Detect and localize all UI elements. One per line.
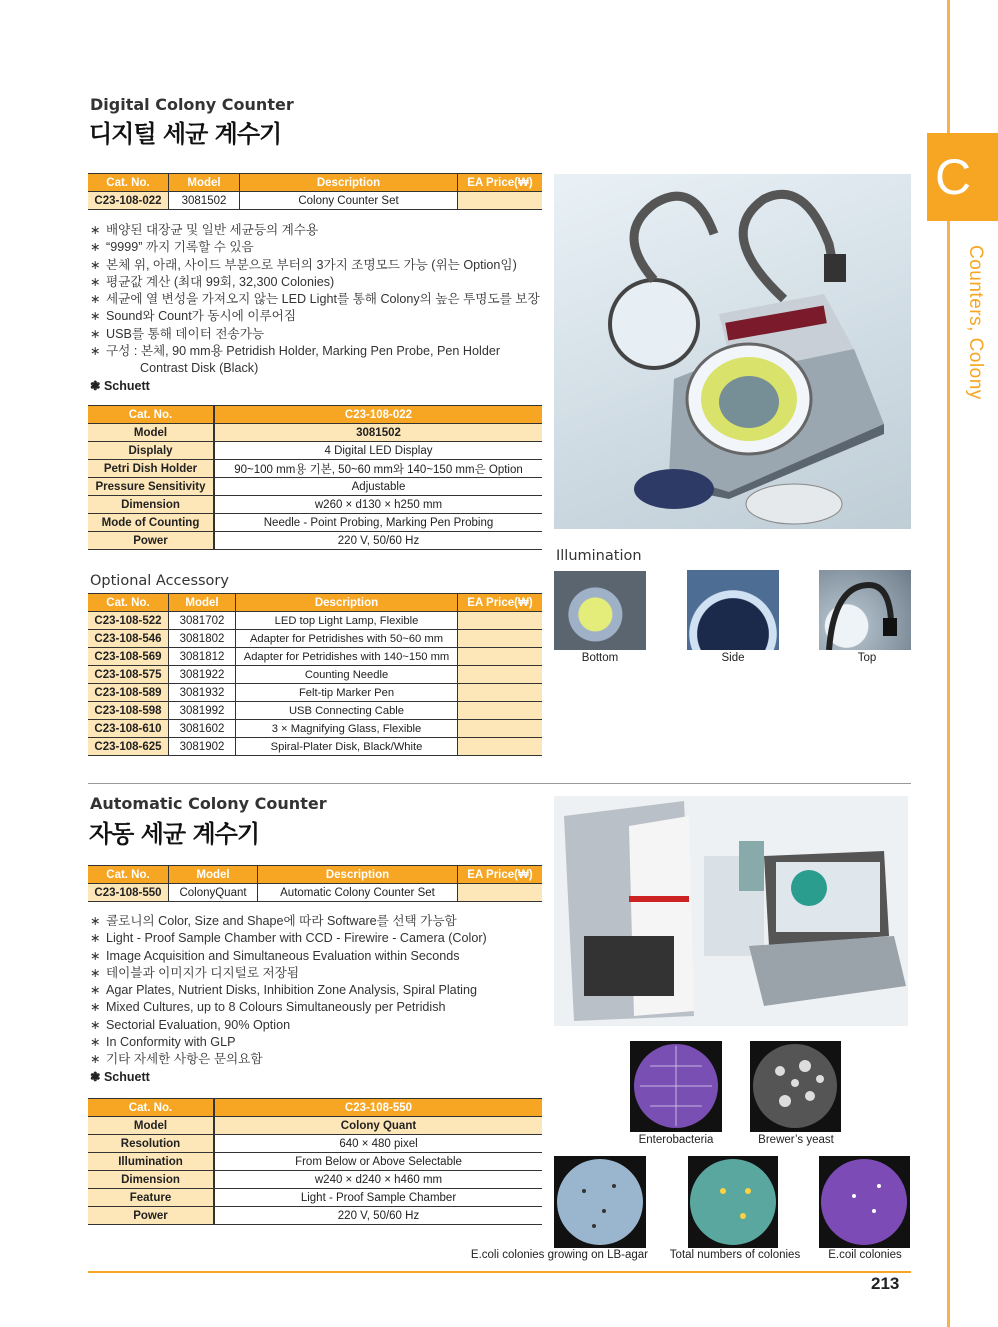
feature-text: 평균값 계산 (최대 99회, 32,300 Colonies) xyxy=(106,274,335,289)
spec-key: Model xyxy=(88,1117,214,1135)
accessory-title: Optional Accessory xyxy=(90,573,229,589)
spec-value: 90~100 mm용 기본, 50~60 mm와 140~150 mm은 Option xyxy=(214,460,542,478)
bullet-icon: ∗ xyxy=(90,931,101,946)
table-header-row xyxy=(88,866,542,884)
feature-item xyxy=(90,308,540,325)
spec-row xyxy=(88,460,542,478)
footer-rule xyxy=(88,1271,911,1273)
feature-text: USB를 통해 데이터 전송가능 xyxy=(106,326,265,341)
feature-item xyxy=(90,257,540,274)
model-cell: 3081602 xyxy=(169,720,236,738)
feature-item xyxy=(90,274,540,291)
bullet-icon: ∗ xyxy=(90,1000,101,1015)
cat-no-cell: C23-108-522 xyxy=(88,612,169,630)
description-cell: Automatic Colony Counter Set xyxy=(258,884,458,902)
section-letter: C xyxy=(935,149,972,205)
price-cell xyxy=(458,720,543,738)
table-row xyxy=(88,720,542,738)
spec-key: Power xyxy=(88,1207,214,1225)
caption-brewers-yeast: Brewer’s yeast xyxy=(758,1134,834,1146)
bullet-icon: ∗ xyxy=(90,223,101,237)
spec-row xyxy=(88,1171,542,1189)
table-row xyxy=(88,738,542,756)
digital-feature-list xyxy=(90,222,540,360)
table-row xyxy=(88,884,542,902)
feature-item xyxy=(90,965,487,982)
description-cell: Counting Needle xyxy=(236,666,458,684)
model-cell: 3081502 xyxy=(169,192,240,210)
table-row xyxy=(88,192,542,210)
illumination-bottom-photo xyxy=(554,571,646,650)
auto-order-table xyxy=(88,865,542,902)
feature-text: 구성 : 본체, 90 mm용 Petridish Holder, Marking Pen Probe, Pen Holder xyxy=(106,344,501,359)
spec-value: Colony Quant xyxy=(214,1117,542,1135)
illumination-title: Illumination xyxy=(556,548,642,564)
spec-row xyxy=(88,1189,542,1207)
caption-ecoli-lb-agar: E.coli colonies growing on LB-agar xyxy=(470,1249,648,1261)
model-cell: 3081702 xyxy=(169,612,236,630)
model-cell: 3081802 xyxy=(169,630,236,648)
spec-key: Cat. No. xyxy=(88,1099,214,1117)
spec-row xyxy=(88,442,542,460)
cat-no-cell: C23-108-022 xyxy=(88,192,169,210)
total-colonies-photo xyxy=(688,1156,778,1248)
spec-value: 220 V, 50/60 Hz xyxy=(214,1207,542,1225)
automatic-counter-photo xyxy=(554,796,908,1026)
spec-key: Feature xyxy=(88,1189,214,1207)
feature-text: Light - Proof Sample Chamber with CCD - Firewire - Camera (Color) xyxy=(106,931,487,946)
price-cell xyxy=(458,884,543,902)
table-header-row xyxy=(88,594,542,612)
digital-spec-table xyxy=(88,405,542,550)
price-cell xyxy=(458,702,543,720)
col-cat-no: Cat. No. xyxy=(88,866,169,884)
feature-continuation: Contrast Disk (Black) xyxy=(140,361,259,375)
spec-value: 3081502 xyxy=(214,424,542,442)
cat-no-cell: C23-108-546 xyxy=(88,630,169,648)
spec-row xyxy=(88,1153,542,1171)
spec-value: Light - Proof Sample Chamber xyxy=(214,1189,542,1207)
illumination-caption-top: Top xyxy=(857,652,877,664)
price-cell xyxy=(458,666,543,684)
feature-item xyxy=(90,982,487,999)
table-row xyxy=(88,684,542,702)
feature-item xyxy=(90,913,487,930)
spec-value: 640 × 480 pixel xyxy=(214,1135,542,1153)
feature-item xyxy=(90,326,540,343)
bullet-icon: ∗ xyxy=(90,326,101,341)
accessory-table xyxy=(88,593,542,756)
brand-mark-icon: ❃ xyxy=(90,1070,101,1084)
bullet-icon: ∗ xyxy=(90,344,101,359)
brand-label xyxy=(90,378,150,393)
cat-no-cell: C23-108-610 xyxy=(88,720,169,738)
bullet-icon: ∗ xyxy=(90,948,101,963)
digital-order-table xyxy=(88,173,542,210)
brand-name: Schuett xyxy=(103,379,150,393)
illumination-top-photo xyxy=(819,570,911,650)
spec-key: Dimension xyxy=(88,1171,214,1189)
brewers-yeast-photo xyxy=(750,1041,841,1132)
feature-text: 본체 위, 아래, 사이드 부분으로 부터의 3가지 조명모드 가능 (위는 Option임) xyxy=(106,257,517,272)
feature-item xyxy=(90,222,540,239)
col-model: Model xyxy=(169,866,258,884)
model-cell: 3081902 xyxy=(169,738,236,756)
digital-title-ko: 디지털 세균 계수기 xyxy=(89,120,282,148)
cat-no-cell: C23-108-550 xyxy=(88,884,169,902)
auto-feature-list xyxy=(90,913,487,1069)
ecoil-colonies-photo xyxy=(819,1156,910,1248)
section-divider xyxy=(88,783,911,784)
spec-row xyxy=(88,1135,542,1153)
feature-item xyxy=(90,999,487,1016)
description-cell: LED top Light Lamp, Flexible xyxy=(236,612,458,630)
page-number: 213 xyxy=(871,1274,900,1293)
spec-row xyxy=(88,406,542,424)
model-cell: 3081922 xyxy=(169,666,236,684)
spec-row xyxy=(88,532,542,550)
feature-text: 기타 자세한 사항은 문의요함 xyxy=(106,1052,263,1067)
bullet-icon: ∗ xyxy=(90,292,101,307)
illumination-caption-bottom: Bottom xyxy=(581,652,619,664)
feature-item xyxy=(90,343,540,360)
spec-key: Petri Dish Holder xyxy=(88,460,214,478)
description-cell: Adapter for Petridishes with 50~60 mm xyxy=(236,630,458,648)
caption-ecoil-colonies: E.coil colonies xyxy=(828,1249,902,1261)
spec-value: Adjustable xyxy=(214,478,542,496)
spec-row xyxy=(88,496,542,514)
caption-total-colonies: Total numbers of colonies xyxy=(669,1249,801,1261)
bullet-icon: ∗ xyxy=(90,309,101,324)
spec-key: Pressure Sensitivity xyxy=(88,478,214,496)
spec-row xyxy=(88,1117,542,1135)
auto-title-ko: 자동 세균 계수기 xyxy=(89,820,259,848)
col-model: Model xyxy=(169,594,236,612)
bullet-icon: ∗ xyxy=(90,257,101,272)
illumination-side-photo xyxy=(687,570,779,650)
feature-text: Sound와 Count가 동시에 이루어짐 xyxy=(106,309,297,324)
feature-item xyxy=(90,948,487,965)
col-description: Description xyxy=(258,866,458,884)
col-price: EA Price(₩) xyxy=(458,866,543,884)
bullet-icon: ∗ xyxy=(90,1017,101,1032)
table-header-row xyxy=(88,174,542,192)
brand-name: Schuett xyxy=(103,1070,150,1084)
spec-key: Model xyxy=(88,424,214,442)
spec-row xyxy=(88,514,542,532)
feature-item xyxy=(90,930,487,947)
feature-item xyxy=(90,239,540,256)
spec-row xyxy=(88,1207,542,1225)
col-cat-no: Cat. No. xyxy=(88,594,169,612)
bullet-icon: ∗ xyxy=(90,1052,101,1067)
spec-key: Illumination xyxy=(88,1153,214,1171)
price-cell xyxy=(458,648,543,666)
feature-text: In Conformity with GLP xyxy=(106,1035,236,1050)
section-tab xyxy=(927,133,998,221)
bullet-icon: ∗ xyxy=(90,274,101,289)
spec-value: w260 × d130 × h250 mm xyxy=(214,496,542,514)
col-description: Description xyxy=(236,594,458,612)
spec-value: w240 × d240 × h460 mm xyxy=(214,1171,542,1189)
col-price: EA Price(₩) xyxy=(458,174,543,192)
model-cell: ColonyQuant xyxy=(169,884,258,902)
cat-no-cell: C23-108-589 xyxy=(88,684,169,702)
cat-no-cell: C23-108-569 xyxy=(88,648,169,666)
table-row xyxy=(88,648,542,666)
model-cell: 3081932 xyxy=(169,684,236,702)
spec-value: 4 Digital LED Display xyxy=(214,442,542,460)
bullet-icon: ∗ xyxy=(90,914,101,928)
price-cell xyxy=(458,630,543,648)
feature-text: 테이블과 이미지가 디지털로 저장됨 xyxy=(106,965,299,980)
bullet-icon: ∗ xyxy=(90,965,101,980)
table-row xyxy=(88,612,542,630)
bullet-icon: ∗ xyxy=(90,983,101,998)
spec-key: Displaly xyxy=(88,442,214,460)
illumination-caption-side: Side xyxy=(721,652,745,664)
price-cell xyxy=(458,738,543,756)
spec-value: Needle - Point Probing, Marking Pen Probing xyxy=(214,514,542,532)
spec-value: C23-108-022 xyxy=(214,406,542,424)
feature-item xyxy=(90,1034,487,1051)
table-row xyxy=(88,666,542,684)
ecoli-lb-agar-photo xyxy=(554,1156,646,1248)
spec-value: From Below or Above Selectable xyxy=(214,1153,542,1171)
spec-key: Cat. No. xyxy=(88,406,214,424)
table-row xyxy=(88,630,542,648)
brand-label xyxy=(90,1069,150,1084)
feature-text: Agar Plates, Nutrient Disks, Inhibition Zone Analysis, Spiral Plating xyxy=(106,983,477,998)
cat-no-cell: C23-108-625 xyxy=(88,738,169,756)
description-cell: USB Connecting Cable xyxy=(236,702,458,720)
digital-title-en: Digital Colony Counter xyxy=(90,95,294,114)
col-price: EA Price(₩) xyxy=(458,594,543,612)
feature-text: Sectorial Evaluation, 90% Option xyxy=(106,1017,291,1032)
spec-key: Dimension xyxy=(88,496,214,514)
description-cell: Spiral-Plater Disk, Black/White xyxy=(236,738,458,756)
auto-title-en: Automatic Colony Counter xyxy=(90,794,327,813)
spec-key: Resolution xyxy=(88,1135,214,1153)
table-row xyxy=(88,702,542,720)
spec-value: 220 V, 50/60 Hz xyxy=(214,532,542,550)
feature-text: 배양된 대장균 및 일반 세균등의 계수용 xyxy=(106,223,319,237)
model-cell: 3081812 xyxy=(169,648,236,666)
section-category-label: Counters, Colony xyxy=(965,245,986,400)
caption-enterobacteria: Enterobacteria xyxy=(638,1134,714,1146)
feature-text: 세균에 열 변성을 가져오지 않는 LED Light를 통해 Colony의 높은 투명도를 보장 xyxy=(106,292,540,307)
col-model: Model xyxy=(169,174,240,192)
feature-text: Image Acquisition and Simultaneous Evaluation within Seconds xyxy=(106,948,460,963)
price-cell xyxy=(458,684,543,702)
model-cell: 3081992 xyxy=(169,702,236,720)
digital-counter-photo xyxy=(554,174,911,529)
spec-key: Power xyxy=(88,532,214,550)
spec-row xyxy=(88,424,542,442)
cat-no-cell: C23-108-598 xyxy=(88,702,169,720)
price-cell xyxy=(458,192,543,210)
feature-item xyxy=(90,1017,487,1034)
spec-row xyxy=(88,478,542,496)
bullet-icon: ∗ xyxy=(90,240,101,255)
feature-text: Mixed Cultures, up to 8 Colours Simultaneously per Petridish xyxy=(106,1000,446,1015)
spec-row xyxy=(88,1099,542,1117)
brand-mark-icon: ❃ xyxy=(90,379,101,393)
description-cell: Colony Counter Set xyxy=(240,192,458,210)
bullet-icon: ∗ xyxy=(90,1035,101,1050)
cat-no-cell: C23-108-575 xyxy=(88,666,169,684)
feature-text: “9999” 까지 기록할 수 있음 xyxy=(106,240,254,255)
col-cat-no: Cat. No. xyxy=(88,174,169,192)
feature-item xyxy=(90,291,540,308)
description-cell: 3 × Magnifying Glass, Flexible xyxy=(236,720,458,738)
feature-item xyxy=(90,1051,487,1068)
auto-spec-table xyxy=(88,1098,542,1225)
description-cell: Adapter for Petridishes with 140~150 mm xyxy=(236,648,458,666)
price-cell xyxy=(458,612,543,630)
spec-key: Mode of Counting xyxy=(88,514,214,532)
col-description: Description xyxy=(240,174,458,192)
spec-value: C23-108-550 xyxy=(214,1099,542,1117)
feature-text: 콜로니의 Color, Size and Shape에 따라 Software를 선택 가능함 xyxy=(106,914,457,928)
enterobacteria-photo xyxy=(630,1041,722,1132)
description-cell: Felt-tip Marker Pen xyxy=(236,684,458,702)
